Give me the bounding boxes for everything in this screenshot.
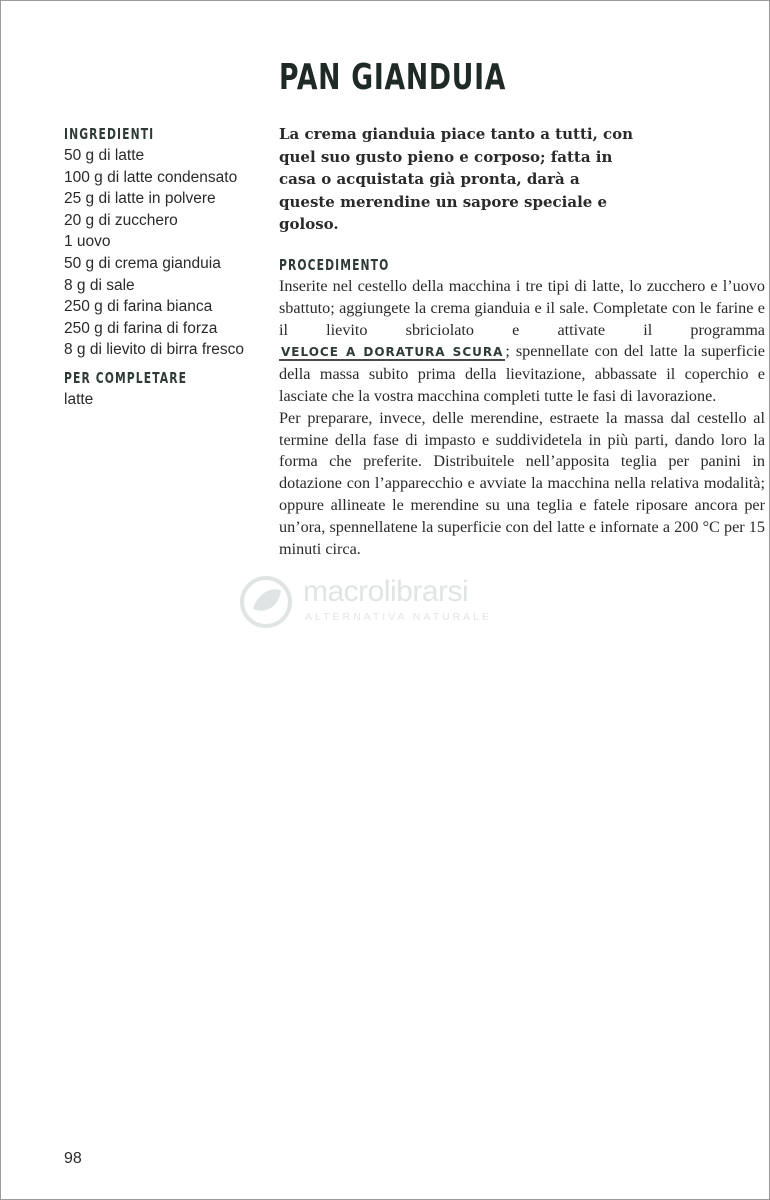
ingredient-item: 100 g di latte condensato [64,168,238,186]
publisher-watermark [239,573,539,633]
ingredients-list [64,145,264,361]
watermark-name: macrolibrarsi [303,575,469,608]
recipe-intro: La crema gianduia piace tanto a tutti, con quel suo gusto pieno e corposo; fatta in casa o acquistata già pronta, darà a queste merendine un sapore speciale e goloso. [279,125,634,234]
to-complete-list [64,389,264,411]
procedure-text: Inserite nel cestello della macchina i tre tipi di latte, lo zucchero e l’uovo sbattuto; aggiungete la crema gianduia e il sale. Completate con le farine e il lievito sbriciolato e attivate il programma [279,276,765,339]
ingredient-item: 250 g di farina bianca [64,298,213,316]
to-complete-heading: PER COMPLETARE [64,368,188,387]
recipe-body [279,123,765,560]
ingredients-column [64,123,264,411]
ingredient-item: 25 g di latte in polvere [64,190,216,208]
procedure-paragraph-2: Per preparare, invece, delle merendine, estraete la massa dal cestello al termine della fase di impasto e suddividetela in più parti, dando loro la forma che preferite. Distribuitele nell’apposita teglia per panini in dotazione con l’apparecchio e avviate la macchina nella relativa modalità; oppure allineate le merendine su una teglia e fatele riposare ancora per un’ora, spennellatene la superficie con del latte e infornate a 200 °C per 15 minuti circa. [279,408,765,558]
to-complete-item: latte [64,390,94,408]
ingredient-item: 1 uovo [64,233,111,251]
ingredient-item: 8 g di sale [64,276,135,294]
watermark-tagline: ALTERNATIVA NATURALE [305,611,492,623]
ingredient-item: 50 g di latte [64,147,145,164]
ingredient-item: 20 g di zucchero [64,211,178,229]
page-number: 98 [64,1150,82,1167]
procedure-heading: PROCEDIMENTO [279,255,390,274]
ingredient-item: 250 g di farina di forza [64,319,218,337]
program-name-badge: VELOCE A DORATURA SCURA [281,345,504,360]
leaf-logo-icon [239,575,293,629]
procedure-text: ; spennellate con del latte la superficie della massa subito prima della lievitazione, abbassate il coperchio e lasciate che la vostra macchina completi tutte le fasi di lavorazione. [279,342,765,405]
recipe-title: PAN GIANDUIA [279,57,507,98]
procedure-paragraph-1 [279,276,765,408]
ingredient-item: 50 g di crema gianduia [64,254,221,272]
ingredient-item: 8 g di lievito di birra fresco [64,341,245,359]
ingredients-heading: INGREDIENTI [64,125,155,143]
